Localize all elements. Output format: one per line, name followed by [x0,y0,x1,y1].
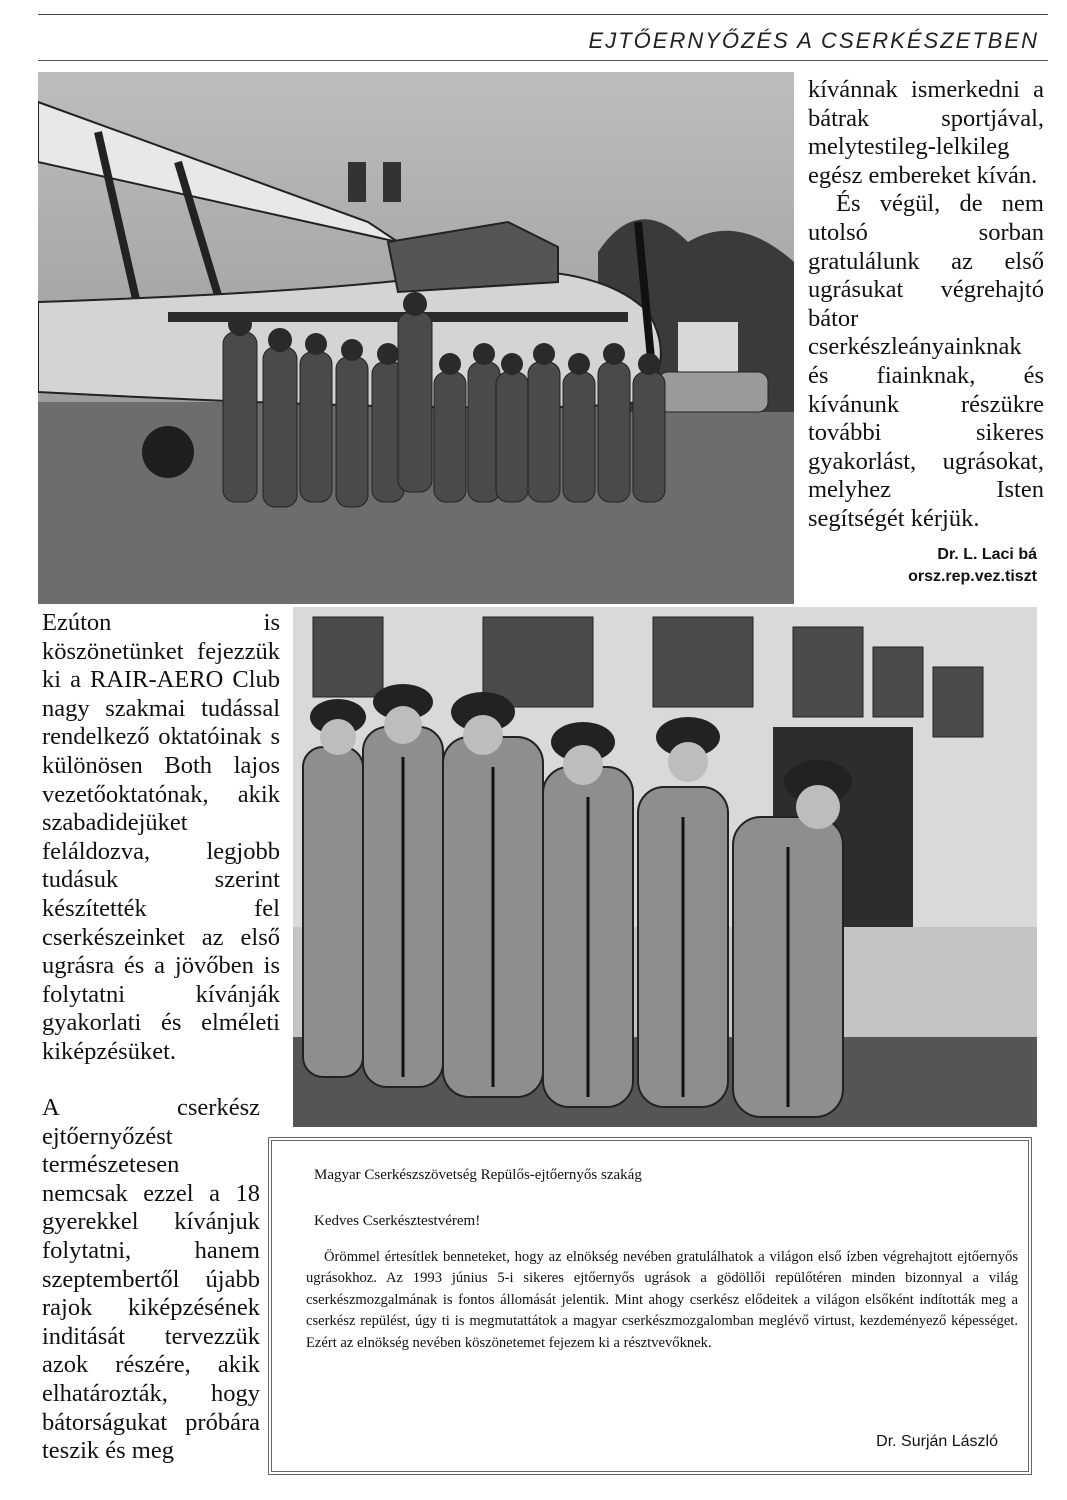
right-column-text [808,76,1044,534]
left-paragraph-2: A cserkész ejtőernyőzést természetesen nemcsak ezzel a 18 gyerekkel kívánjuk folytatni, hanem szeptembertől újabb rajok kiképzésének inditását tervezzük azok részére, akik elhatározták, hogy bátorságukat próbára teszik és meg [42,1094,260,1465]
header-top-rule [38,14,1048,15]
left-column-lower-text [42,1094,260,1466]
congratulation-letter [268,1137,1032,1475]
letter-signer: Dr. Surján László [876,1433,998,1450]
left-column-upper-text [42,609,280,1067]
right-paragraph-1: kívánnak ismerkedni a bátrak sportjával, melytestileg-lelkileg egész embereket kíván. [808,76,1044,189]
right-paragraph-2: És végül, de nem utolsó sorban gratulálunk az első ugrásukat végrehajtó bátor cserkészleányainknak és fiainknak, és kívánunk részükre további sikeres gyakorlást, ugrásokat, melyhez Isten segítségét kérjük. [808,190,1044,532]
author-signature: Dr. L. Laci bá [937,546,1037,563]
left-paragraph-1: Ezúton is köszönetünket fejezzük ki a RAIR-AERO Club nagy szakmai tudással rendelkező oktatóinak s különösen Both lajos vezetőoktatónak, akik szabadidejüket feláldozva, legjobb tudásuk szerint készítették fel cserkészeinket az első ugrásra és a jövőben is folytatni kívánják gyakorlati és elméleti kiképzésüket. [42,609,280,1065]
letter-greeting: Kedves Cserkésztestvérem! [314,1213,481,1229]
author-title: orsz.rep.vez.tiszt [908,568,1037,585]
header-bottom-rule [38,60,1048,61]
section-title: EJTŐERNYŐZÉS A CSERKÉSZETBEN [588,28,1039,53]
letter-body: Örömmel értesítlek benneteket, hogy az elnökség nevében gratulálhatok a világon első ízben végrehajtott ejtőernyős ugrásokhoz. Az 1993 június 5-i sikeres ejtőernyős ugrások a gödöllői repülőtéren minden bizonnyal a világ cserkészmozgalmának is fontos állomását jelentik. Mint ahogy cserkész elődeitek a világon elsőként indították meg a cserkész repülést, úgy ti is megmutattátok a magyar cserkészmozgalomban meglévő virtust, kezdeményező képességet. Ezért az elnökség nevében köszönetemet fejezem ki a résztvevőknek. [306,1249,1018,1351]
airplane-group-photo [38,72,794,604]
letter-organization: Magyar Cserkészszövetség Repülős-ejtőernyős szakág [314,1167,642,1183]
saluting-scouts-photo [293,607,1037,1127]
